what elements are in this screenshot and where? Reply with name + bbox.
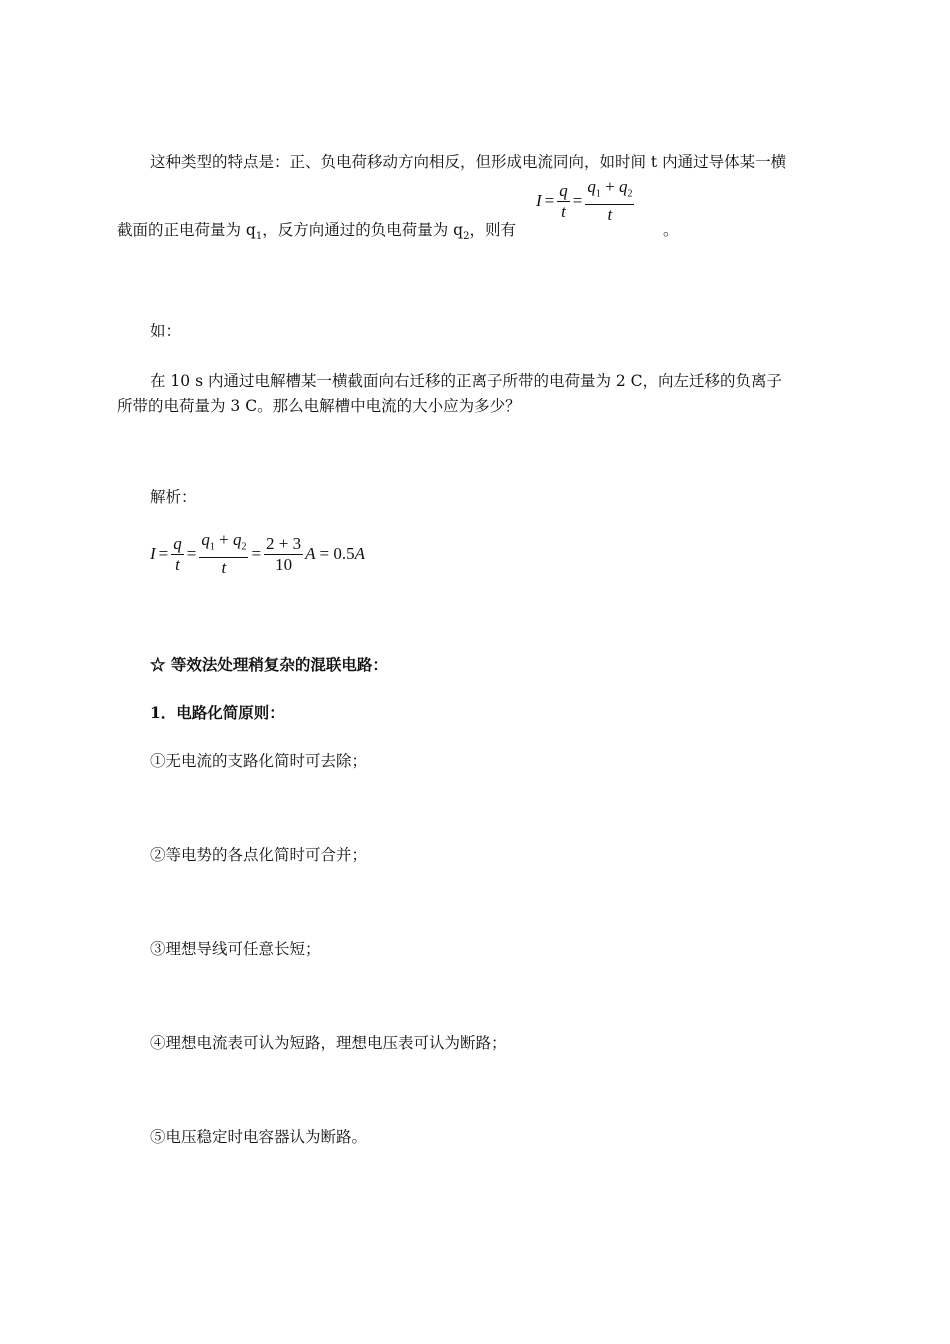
subscript: 2 [627,188,633,200]
paragraph-line: 这种类型的特点是：正、负电荷移动方向相反，但形成电流同向，如时间 t 内通过导体某一横 [150,153,787,171]
rule-item: ②等电势的各点化简时可合并； [150,846,368,864]
math-symbol: q [232,530,242,549]
text-span: 截面的正电荷量为 q [117,221,256,239]
example-line: 所带的电荷量为 3 C。那么电解槽中电流的大小应为多少？ [117,397,521,415]
solution-formula [150,530,365,578]
denominator: 10 [275,554,293,574]
equals-sign: = [186,544,197,564]
subscript: 1 [255,231,263,243]
paragraph-line [117,218,516,249]
equals-sign: = [251,544,262,564]
unit-symbol: A [354,544,366,564]
period: 。 [663,221,679,239]
fraction [171,534,184,575]
result-value: = 0.5 [319,544,355,564]
denominator: t [561,201,566,221]
equals-sign: = [544,191,555,211]
analysis-label: 解析： [150,488,197,506]
rule-item: ①无电流的支路化简时可去除； [150,752,368,770]
equals-sign: = [158,544,169,564]
subscript: 2 [241,541,247,553]
text-span: ，则有 [469,221,516,239]
fraction [557,181,570,222]
fraction [199,530,248,578]
math-symbol: I [150,544,156,564]
fraction [585,177,634,225]
subscript: 2 [463,231,470,243]
rule-item: ④理想电流表可认为短路，理想电压表可认为断路； [150,1034,507,1052]
numerator: q [173,533,182,553]
numerator: 2 + 3 [266,533,302,553]
rule-item: ③理想导线可任意长短； [150,940,321,958]
numerator: $q_1 + q_2$ [199,530,248,558]
example-line: 在 10 s 内通过电解槽某一横截面向右迁移的正离子所带的电荷量为 2 C，向左迁移的负离子 [150,372,783,390]
denominator: t [221,558,227,578]
math-symbol: I [536,191,542,211]
unit-symbol: A [305,544,316,564]
equals-sign: = [572,191,583,211]
example-intro: 如： [150,322,182,340]
fraction [264,534,303,575]
section-title: ☆ 等效法处理稍复杂的混联电路： [150,655,388,674]
current-formula [536,177,634,225]
denominator: t [175,554,180,574]
denominator: t [607,205,613,225]
math-symbol: q [587,177,596,196]
math-symbol: q [201,530,210,549]
math-symbol: q [618,177,628,196]
rule-item: ⑤电压稳定时电容器认为断路。 [150,1128,368,1146]
text-span: ，反方向通过的负电荷量为 q [262,221,464,239]
subsection-title: 1．电路化简原则： [150,703,285,722]
subscript: 1 [209,541,215,553]
numerator: $q_1 + q_2$ [585,177,634,205]
subscript: 1 [595,188,601,200]
numerator: q [559,180,568,200]
